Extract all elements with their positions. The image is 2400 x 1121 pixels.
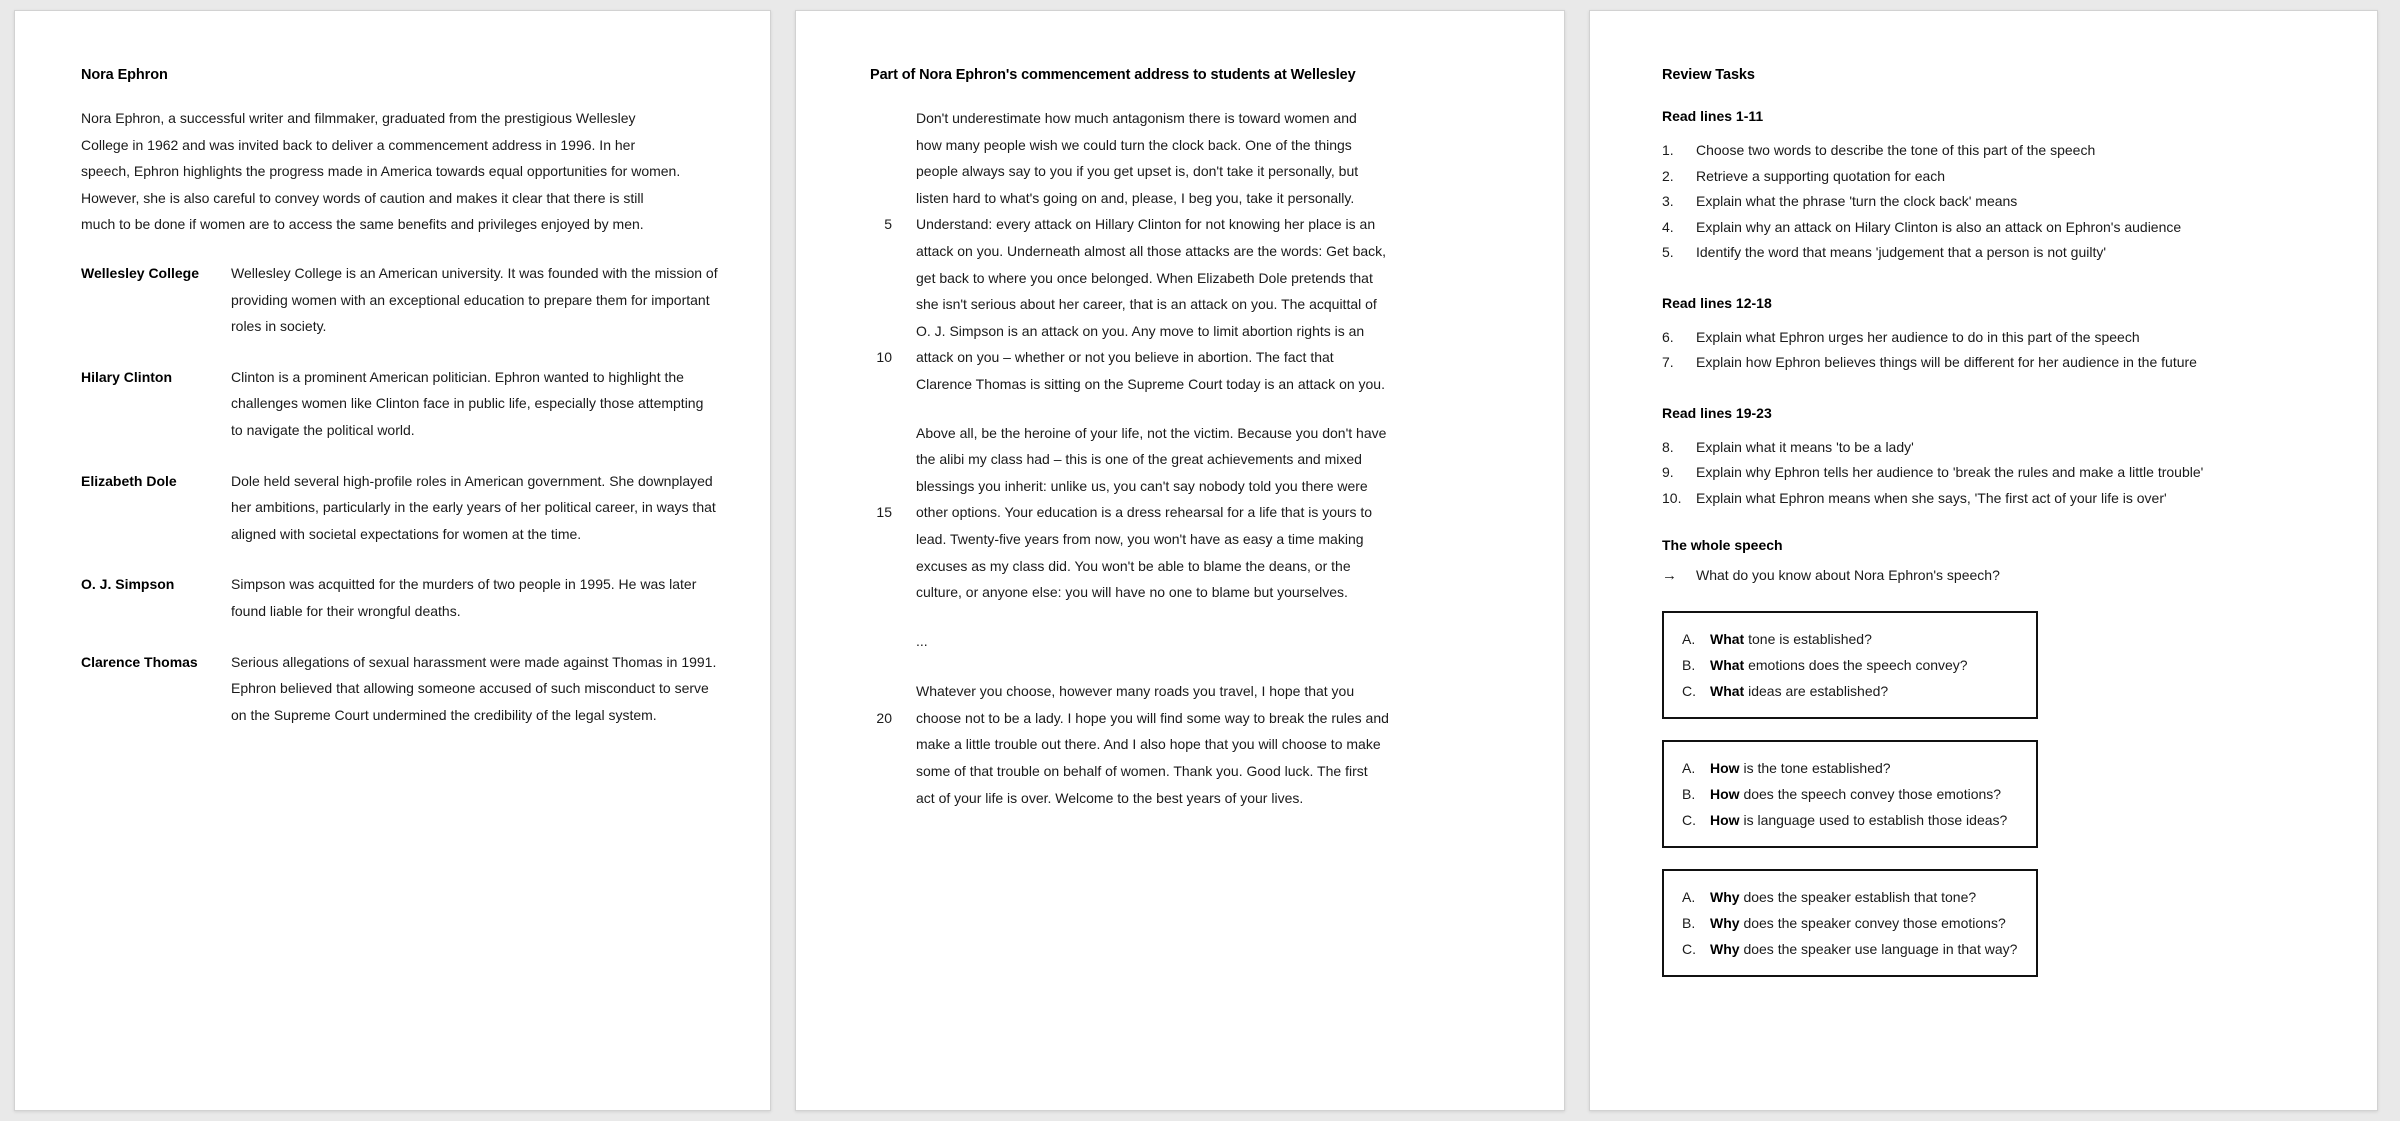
question-keyword: Why — [1710, 888, 1740, 905]
glossary-term: Elizabeth Dole — [81, 472, 177, 489]
extract-line — [870, 265, 1518, 292]
task-number: 7. — [1662, 354, 1674, 370]
document-page-3 — [1589, 10, 2378, 1111]
question-letter: C. — [1682, 811, 1696, 828]
whole-speech-section — [1662, 537, 2333, 589]
task-number: 3. — [1662, 193, 1674, 209]
task-text: Explain what Ephron urges her audience to do in this part of the speech — [1696, 328, 2140, 345]
task-item — [1662, 325, 2333, 351]
task-number: 4. — [1662, 218, 1674, 235]
question-rest: does the speaker establish that tone? — [1739, 888, 1977, 905]
question-box-item — [1664, 884, 2036, 910]
page-2-content — [796, 11, 1564, 1110]
question-keyword: What — [1710, 630, 1745, 647]
extract-title: Part of Nora Ephron's commencement address to students at Wellesley — [870, 67, 1356, 83]
glossary-term: Hilary Clinton — [81, 368, 173, 385]
extract-line-text: O. J. Simpson is an attack on you. Any move to limit abortion rights is an — [916, 322, 1365, 339]
question-text — [1710, 936, 2017, 962]
page-3-content — [1590, 11, 2377, 1110]
glossary-term: Clarence Thomas — [81, 653, 198, 670]
whole-speech-prompt-text: What do you know about Nora Ephron's speech? — [1696, 567, 2000, 583]
extract-line — [870, 758, 1518, 785]
question-letter: C. — [1682, 682, 1696, 699]
review-tasks-title: Review Tasks — [1662, 67, 1755, 83]
question-rest: does the speech convey those emotions? — [1739, 785, 2002, 802]
line-number — [870, 105, 916, 132]
question-keyword: How — [1710, 759, 1740, 776]
question-letter: B. — [1682, 656, 1696, 673]
question-box-item — [1664, 755, 2036, 781]
extract-line — [870, 211, 1518, 238]
question-keyword: How — [1710, 811, 1740, 828]
extract-line-list — [870, 678, 1518, 811]
task-item — [1662, 215, 2333, 241]
glossary-definition: Wellesley College is an American university. It was founded with the mission of providing women with an exceptional education to prepare them for important roles in society. — [231, 264, 718, 335]
question-text — [1710, 807, 2007, 833]
question-text — [1710, 626, 1872, 652]
glossary-definition: Clinton is a prominent American politician. Ephron wanted to highlight the challenges women like Clinton face in public life, especially those attempting to navigate the political world. — [231, 368, 704, 438]
extract-line-text: excuses as my class did. You won't be able to blame the deans, or the — [916, 557, 1351, 574]
question-letter: C. — [1682, 940, 1696, 957]
extract-line-list — [870, 420, 1518, 606]
extract-ellipsis — [870, 628, 1518, 655]
extract-line — [870, 553, 1518, 580]
line-number — [870, 265, 916, 292]
speech-extract — [870, 105, 1518, 811]
extract-line — [870, 731, 1518, 758]
question-rest: does the speaker convey those emotions? — [1739, 914, 2006, 931]
task-group-title: Read lines 1-11 — [1662, 108, 1764, 124]
line-number — [870, 553, 916, 580]
line-number — [870, 579, 916, 606]
task-number: 10. — [1662, 489, 1682, 506]
glossary-row — [81, 260, 718, 364]
task-text: Explain how Ephron believes things will be different for her audience in the future — [1696, 354, 2197, 370]
task-group-title: Read lines 12-18 — [1662, 294, 1772, 311]
extract-line-text: choose not to be a lady. I hope you will find some way to break the rules and — [916, 709, 1389, 726]
question-text — [1710, 755, 1891, 781]
extract-paragraph — [870, 105, 1518, 398]
extract-line-list — [870, 628, 1518, 655]
task-number: 5. — [1662, 244, 1674, 260]
task-text: Choose two words to describe the tone of this part of the speech — [1696, 142, 2096, 158]
line-number — [870, 158, 916, 185]
extract-line — [870, 446, 1518, 473]
intro-paragraph: Nora Ephron, a successful writer and filmmaker, graduated from the prestigious Wellesley College in 1962 and was invited back to deliver a commencement address in 1996. In her speech, Ephron highlights the progress made in America towards equal opportunities for women. However, she is also careful to convey words of caution and makes it clear that there is still much to be done if women are to access the same benefits and privileges enjoyed by men. — [81, 110, 681, 233]
task-number: 9. — [1662, 464, 1674, 480]
task-text: Explain what Ephron means when she says, 'The first act of your life is over' — [1696, 489, 2167, 506]
line-number — [870, 238, 916, 265]
question-rest: does the speaker use language in that way? — [1739, 940, 2018, 957]
extract-line-text: Don't underestimate how much antagonism there is toward women and — [916, 110, 1357, 126]
question-text — [1710, 678, 1888, 704]
line-number: 5 — [884, 216, 892, 233]
task-group — [1662, 292, 2333, 376]
glossary-term: O. J. Simpson — [81, 576, 175, 593]
question-box — [1662, 611, 2038, 719]
question-keyword: What — [1710, 682, 1745, 699]
question-keyword: Why — [1710, 940, 1740, 957]
task-number: 6. — [1662, 328, 1674, 345]
glossary-row — [81, 468, 718, 572]
question-box-list — [1662, 611, 2333, 977]
page-title: Nora Ephron — [81, 67, 168, 83]
glossary-row — [81, 571, 718, 648]
question-text — [1710, 652, 1968, 678]
extract-line-text: Above all, be the heroine of your life, not the victim. Because you don't have — [916, 424, 1387, 441]
line-number — [870, 731, 916, 758]
extract-line-text: how many people wish we could turn the clock back. One of the things — [916, 136, 1352, 153]
extract-line-text: Understand: every attack on Hillary Clinton for not knowing her place is an — [916, 216, 1376, 233]
extract-line — [870, 420, 1518, 447]
question-keyword: What — [1710, 656, 1745, 673]
extract-line — [870, 185, 1518, 212]
question-rest: emotions does the speech convey? — [1744, 656, 1968, 673]
question-rest: tone is established? — [1744, 630, 1872, 647]
glossary-row — [81, 364, 718, 468]
line-number — [870, 678, 916, 705]
whole-speech-prompt — [1662, 563, 2333, 589]
question-letter: A. — [1682, 759, 1696, 776]
extract-line — [870, 579, 1518, 606]
question-rest: ideas are established? — [1744, 682, 1889, 699]
line-number: 20 — [876, 709, 892, 726]
task-item — [1662, 486, 2333, 512]
extract-line-text: some of that trouble on behalf of women. Thank you. Good luck. The first — [916, 763, 1368, 780]
extract-line-text: culture, or anyone else: you will have no one to blame but yourselves. — [916, 584, 1348, 601]
extract-line — [870, 318, 1518, 345]
line-number: 10 — [876, 349, 892, 366]
glossary-definition: Dole held several high-profile roles in American government. She downplayed her ambitions, particularly in the early years of her political career, in ways that aligned with societal expectations for women at the time. — [231, 472, 716, 542]
question-keyword: Why — [1710, 914, 1740, 931]
extract-line-text: lead. Twenty-five years from now, you won't have as easy a time making — [916, 530, 1364, 547]
task-text: Explain what it means 'to be a lady' — [1696, 438, 1914, 455]
extract-line-text: people always say to you if you get upset is, don't take it personally, but — [916, 163, 1359, 180]
right-arrow-icon: → — [1662, 567, 1677, 584]
task-item — [1662, 460, 2333, 486]
question-rest: is the tone established? — [1739, 759, 1891, 776]
extract-line — [870, 473, 1518, 500]
extract-line — [870, 105, 1518, 132]
extract-line — [870, 132, 1518, 159]
line-number — [870, 420, 916, 447]
line-number — [870, 291, 916, 318]
document-page-2 — [795, 10, 1565, 1111]
question-text — [1710, 884, 1976, 910]
task-group — [1662, 105, 2333, 266]
line-number — [870, 318, 916, 345]
extract-line — [870, 526, 1518, 553]
glossary-definition: Simpson was acquitted for the murders of two people in 1995. He was later found liable for their wrongful deaths. — [231, 576, 697, 619]
line-number — [870, 473, 916, 500]
task-text: Explain why Ephron tells her audience to 'break the rules and make a little trouble' — [1696, 464, 2204, 480]
extract-line-text: get back to where you once belonged. When Elizabeth Dole pretends that — [916, 269, 1373, 286]
extract-line-text: ... — [916, 632, 928, 649]
task-number: 2. — [1662, 167, 1674, 184]
question-rest: is language used to establish those ideas? — [1739, 811, 2008, 828]
question-letter: A. — [1682, 888, 1696, 905]
task-number: 8. — [1662, 438, 1674, 455]
extract-line-text: Clarence Thomas is sitting on the Supreme Court today is an attack on you. — [916, 375, 1385, 392]
question-box-item — [1664, 936, 2036, 962]
question-box-item — [1664, 910, 2036, 936]
question-box — [1662, 740, 2038, 848]
extract-line-text: make a little trouble out there. And I also hope that you will choose to make — [916, 736, 1381, 753]
task-group-title: Read lines 19-23 — [1662, 404, 1772, 421]
line-number — [870, 371, 916, 398]
question-box-item — [1664, 807, 2036, 833]
line-number — [870, 132, 916, 159]
extract-line — [870, 499, 1518, 526]
task-group-list — [1662, 105, 2333, 511]
extract-line — [870, 705, 1518, 732]
line-number — [870, 446, 916, 473]
glossary-row — [81, 649, 718, 753]
line-number: 15 — [876, 504, 892, 521]
line-number — [870, 628, 916, 655]
line-number — [870, 526, 916, 553]
page-1-content — [15, 11, 770, 1110]
extract-line — [870, 158, 1518, 185]
extract-line — [870, 344, 1518, 371]
extract-line — [870, 291, 1518, 318]
question-box-item — [1664, 652, 2036, 678]
task-item — [1662, 350, 2333, 376]
task-text: Retrieve a supporting quotation for each — [1696, 167, 1946, 184]
extract-paragraph — [870, 678, 1518, 811]
extract-line — [870, 628, 1518, 655]
whole-speech-title: The whole speech — [1662, 537, 1783, 553]
task-item — [1662, 240, 2333, 266]
extract-line — [870, 678, 1518, 705]
task-text: Identify the word that means 'judgement that a person is not guilty' — [1696, 244, 2107, 260]
extract-line — [870, 238, 1518, 265]
question-letter: B. — [1682, 785, 1696, 802]
extract-line-text: attack on you. Underneath almost all those attacks are the words: Get back, — [916, 242, 1387, 259]
extract-line-text: Whatever you choose, however many roads you travel, I hope that you — [916, 683, 1355, 700]
extract-line-text: other options. Your education is a dress rehearsal for a life that is yours to — [916, 504, 1373, 521]
glossary-table — [81, 260, 718, 752]
question-letter: A. — [1682, 630, 1696, 647]
question-box-item — [1664, 678, 2036, 704]
extract-line-text: she isn't serious about her career, that is an attack on you. The acquittal of — [916, 296, 1377, 313]
question-box — [1662, 869, 2038, 977]
line-number — [870, 785, 916, 812]
question-letter: B. — [1682, 914, 1696, 931]
task-group — [1662, 402, 2333, 512]
line-number — [870, 758, 916, 785]
extract-paragraph — [870, 420, 1518, 606]
question-box-item — [1664, 626, 2036, 652]
task-number: 1. — [1662, 142, 1674, 158]
extract-line-text: blessings you inherit: unlike us, you can't say nobody told you there were — [916, 477, 1368, 494]
task-item — [1662, 189, 2333, 215]
glossary-definition: Serious allegations of sexual harassment were made against Thomas in 1991. Ephron believed that allowing someone accused of such misconduct to serve on the Supreme Court undermined the credibility of the legal system. — [231, 653, 717, 723]
extract-line-text: listen hard to what's going on and, please, I beg you, take it personally. — [916, 189, 1355, 206]
extract-line — [870, 371, 1518, 398]
question-text — [1710, 781, 2001, 807]
task-text: Explain what the phrase 'turn the clock back' means — [1696, 193, 2018, 209]
question-box-item — [1664, 781, 2036, 807]
question-keyword: How — [1710, 785, 1740, 802]
task-item — [1662, 164, 2333, 190]
extract-line-text: the alibi my class had – this is one of the great achievements and mixed — [916, 451, 1362, 468]
task-item — [1662, 435, 2333, 461]
extract-line-text: act of your life is over. Welcome to the best years of your lives. — [916, 789, 1304, 806]
extract-line-list — [870, 105, 1518, 398]
task-item — [1662, 138, 2333, 164]
document-page-1 — [14, 10, 771, 1111]
task-text: Explain why an attack on Hilary Clinton is also an attack on Ephron's audience — [1696, 218, 2182, 235]
line-number — [870, 185, 916, 212]
question-text — [1710, 910, 2006, 936]
extract-line-text: attack on you – whether or not you believe in abortion. The fact that — [916, 349, 1334, 366]
glossary-term: Wellesley College — [81, 264, 200, 281]
extract-line — [870, 785, 1518, 812]
